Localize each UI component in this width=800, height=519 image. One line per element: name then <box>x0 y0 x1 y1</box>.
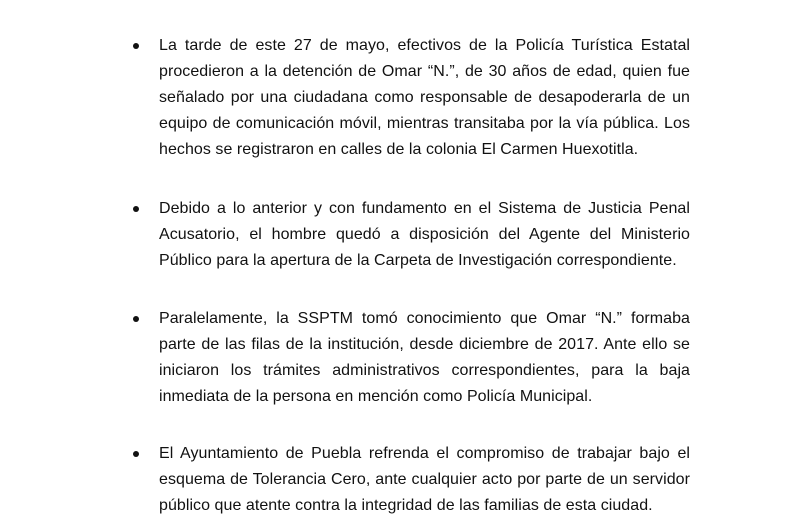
paragraph-text: Debido a lo anterior y con fundamento en el Sistema de Justicia Penal Acusatorio, el hombre quedó a disposición del Agente del Ministerio Público para la apertura de la Carpeta de Investigación correspondiente. <box>159 200 690 269</box>
paragraph-text: Paralelamente, la SSPTM tomó conocimiento que Omar “N.” formaba parte de las filas de la institución, desde diciembre de 2017. Ante ello se iniciaron los trámites administrativos correspondientes, para la baja inmediata de la persona en mención como Policía Municipal. <box>159 310 690 405</box>
paragraph-text: La tarde de este 27 de mayo, efectivos de la Policía Turística Estatal procedieron a la detención de Omar “N.”, de 30 años de edad, quien fue señalado por una ciudadana como responsable de desapoderarla de un equipo de comunicación móvil, mientras transitaba por la vía pública. Los hechos se registraron en calles de la colonia El Carmen Huexotitla. <box>159 37 690 158</box>
bullet-icon <box>133 206 139 212</box>
bullet-icon <box>133 451 139 457</box>
bullet-icon <box>133 43 139 49</box>
bullet-icon <box>133 316 139 322</box>
paragraph-text: El Ayuntamiento de Puebla refrenda el compromiso de trabajar bajo el esquema de Tolerancia Cero, ante cualquier acto por parte de un servidor público que atente contra la integridad de las familias de esta ciudad. <box>159 445 690 514</box>
